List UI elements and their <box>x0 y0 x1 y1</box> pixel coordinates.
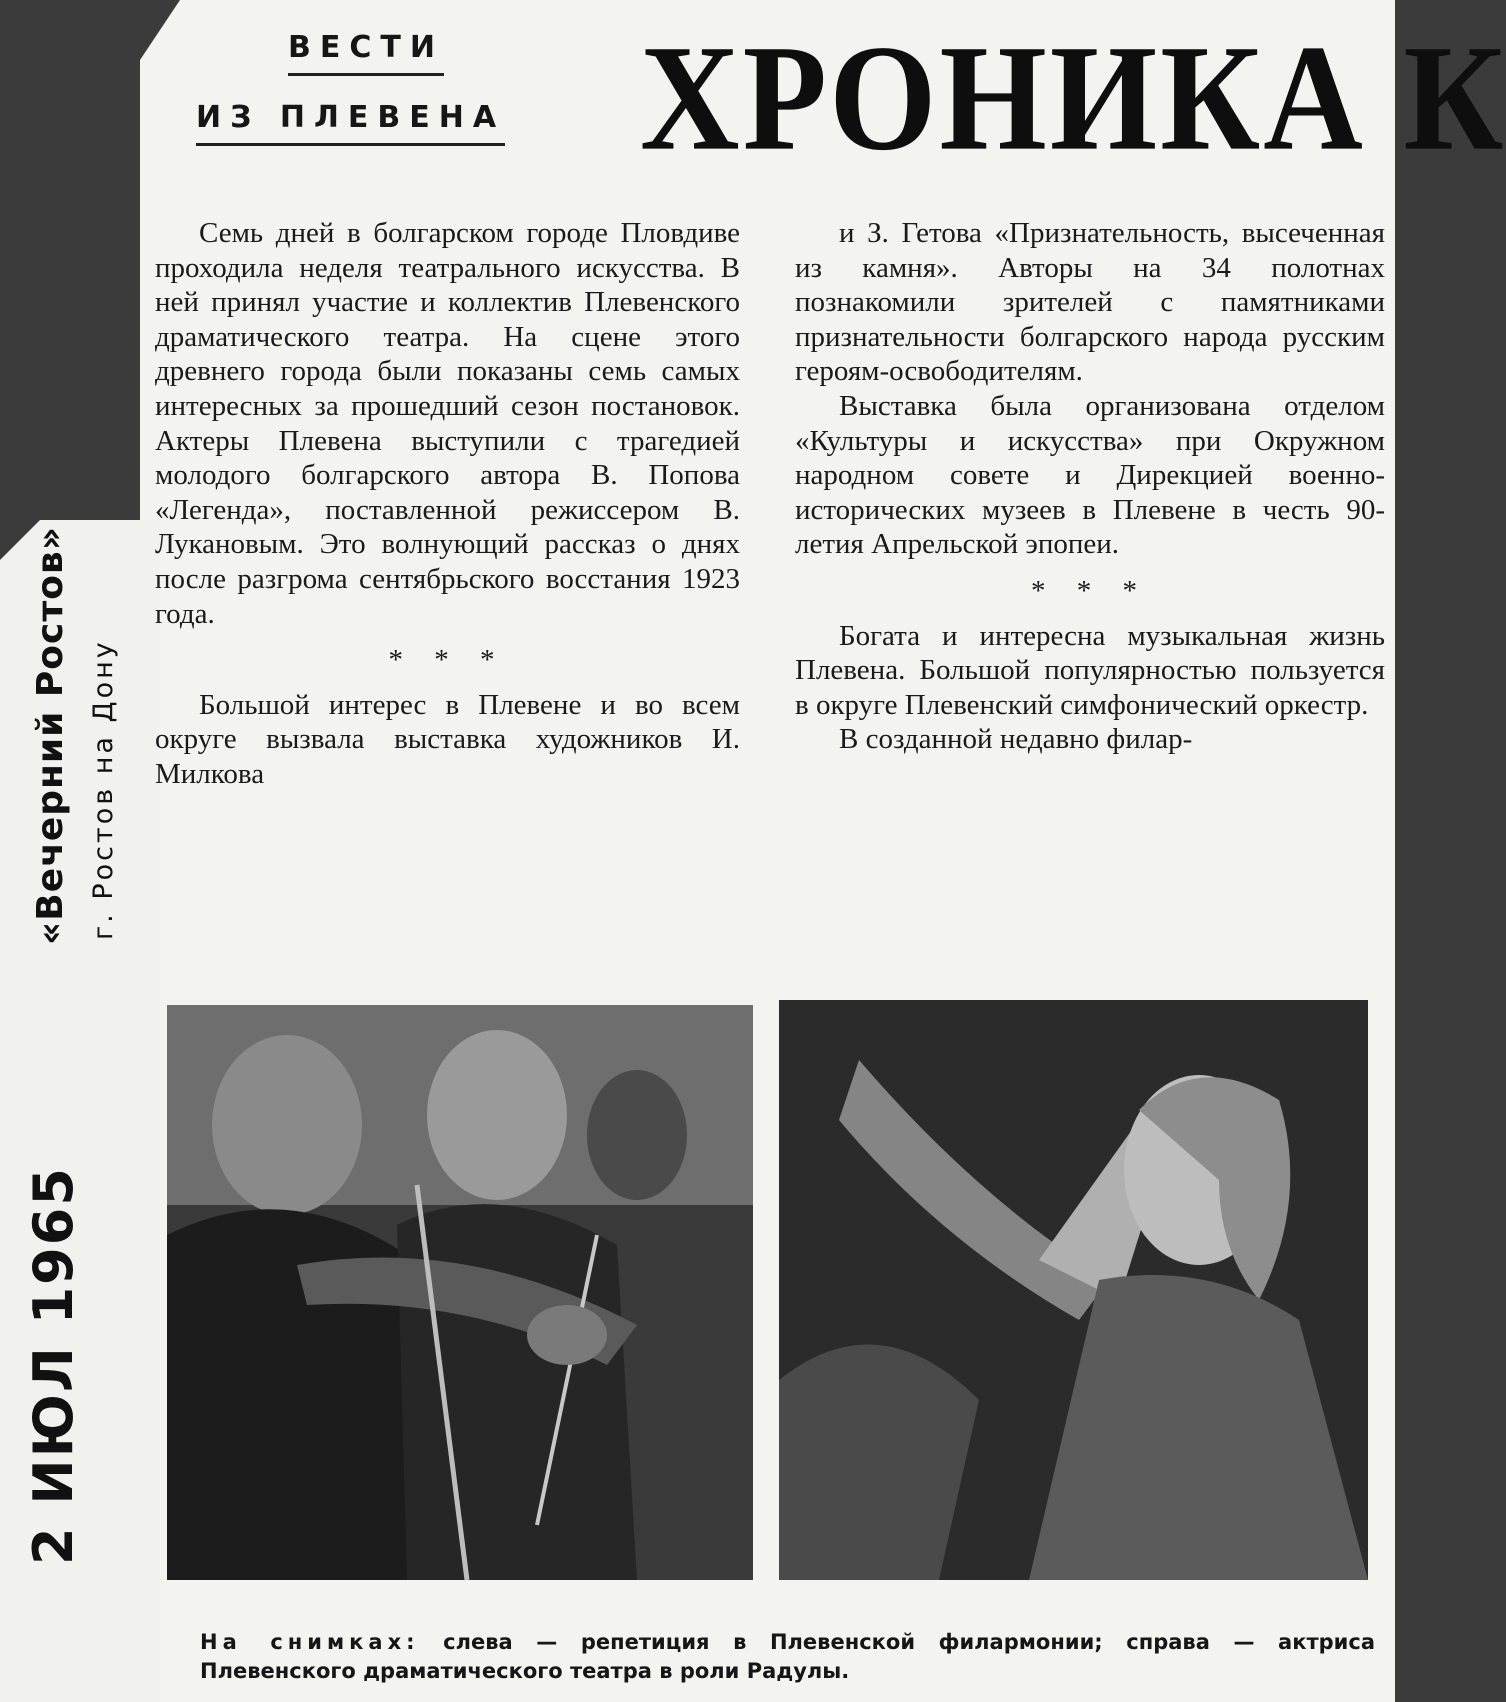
headline: ХРОНИКА К <box>640 13 1506 182</box>
actress-photo-image <box>779 1000 1368 1580</box>
photo-actress <box>779 1000 1368 1580</box>
section-divider: * * * <box>388 644 507 677</box>
paragraph: Выставка была организована отделом «Культуры и искусства» при Окружном народном совете и Дирекцией военно-исторических музеев в Плевене в честь 90-летия Апрельской эпопеи. <box>795 389 1385 561</box>
paragraph: В созданной недавно филар- <box>839 723 1193 756</box>
photo-caption <box>200 1628 1375 1686</box>
article-column-1 <box>155 216 740 792</box>
section-divider: * * * <box>1031 574 1149 607</box>
caption-text: слева — репетиция в Плевенской филармонии; справа — актриса Плевенского драматического театра в роли Радулы. <box>200 1630 1376 1683</box>
stamp-newspaper-name: «Вечерний Ростов» <box>30 526 71 945</box>
paragraph: и З. Гетова «Признательность, высеченная из камня». Авторы на 34 полотнах познакомили зрителей с памятниками признательности болгарского народа русским героям-освободителям. <box>795 217 1385 388</box>
rubric-line-1: ВЕСТИ <box>288 30 444 76</box>
violinists-photo-image <box>167 1005 753 1580</box>
caption-lead: На снимках: <box>200 1630 420 1654</box>
paragraph: Большой интерес в Плевене и во всем округе вызвала выставка художников И. Милкова <box>155 688 740 790</box>
stamp-date: 2 ИЮЛ 1965 <box>22 1166 85 1565</box>
paragraph: Семь дней в болгарском городе Пловдиве проходила неделя театрального искусства. В ней принял участие и коллектив Плевенского драматического театра. На сцене этого древнего города были показаны семь самых интересных за прошедший сезон постановок. Актеры Плевена выступили с трагедией молодого болгарского автора В. Попова «Легенда», поставленной режиссером В. Лукановым. Это волнующий рассказ о днях после разгрома сентябрьского восстания 1923 года. <box>155 217 740 630</box>
stamp-city: г. Ростов на Дону <box>88 639 119 940</box>
photo-rehearsal <box>167 1005 753 1580</box>
paragraph: Богата и интересна музыкальная жизнь Плевена. Большой популярностью пользуется в округе Плевенский симфонический оркестр. <box>795 619 1385 721</box>
article-column-2 <box>795 216 1385 757</box>
rubric-line-2: ИЗ ПЛЕВЕНА <box>196 100 505 146</box>
